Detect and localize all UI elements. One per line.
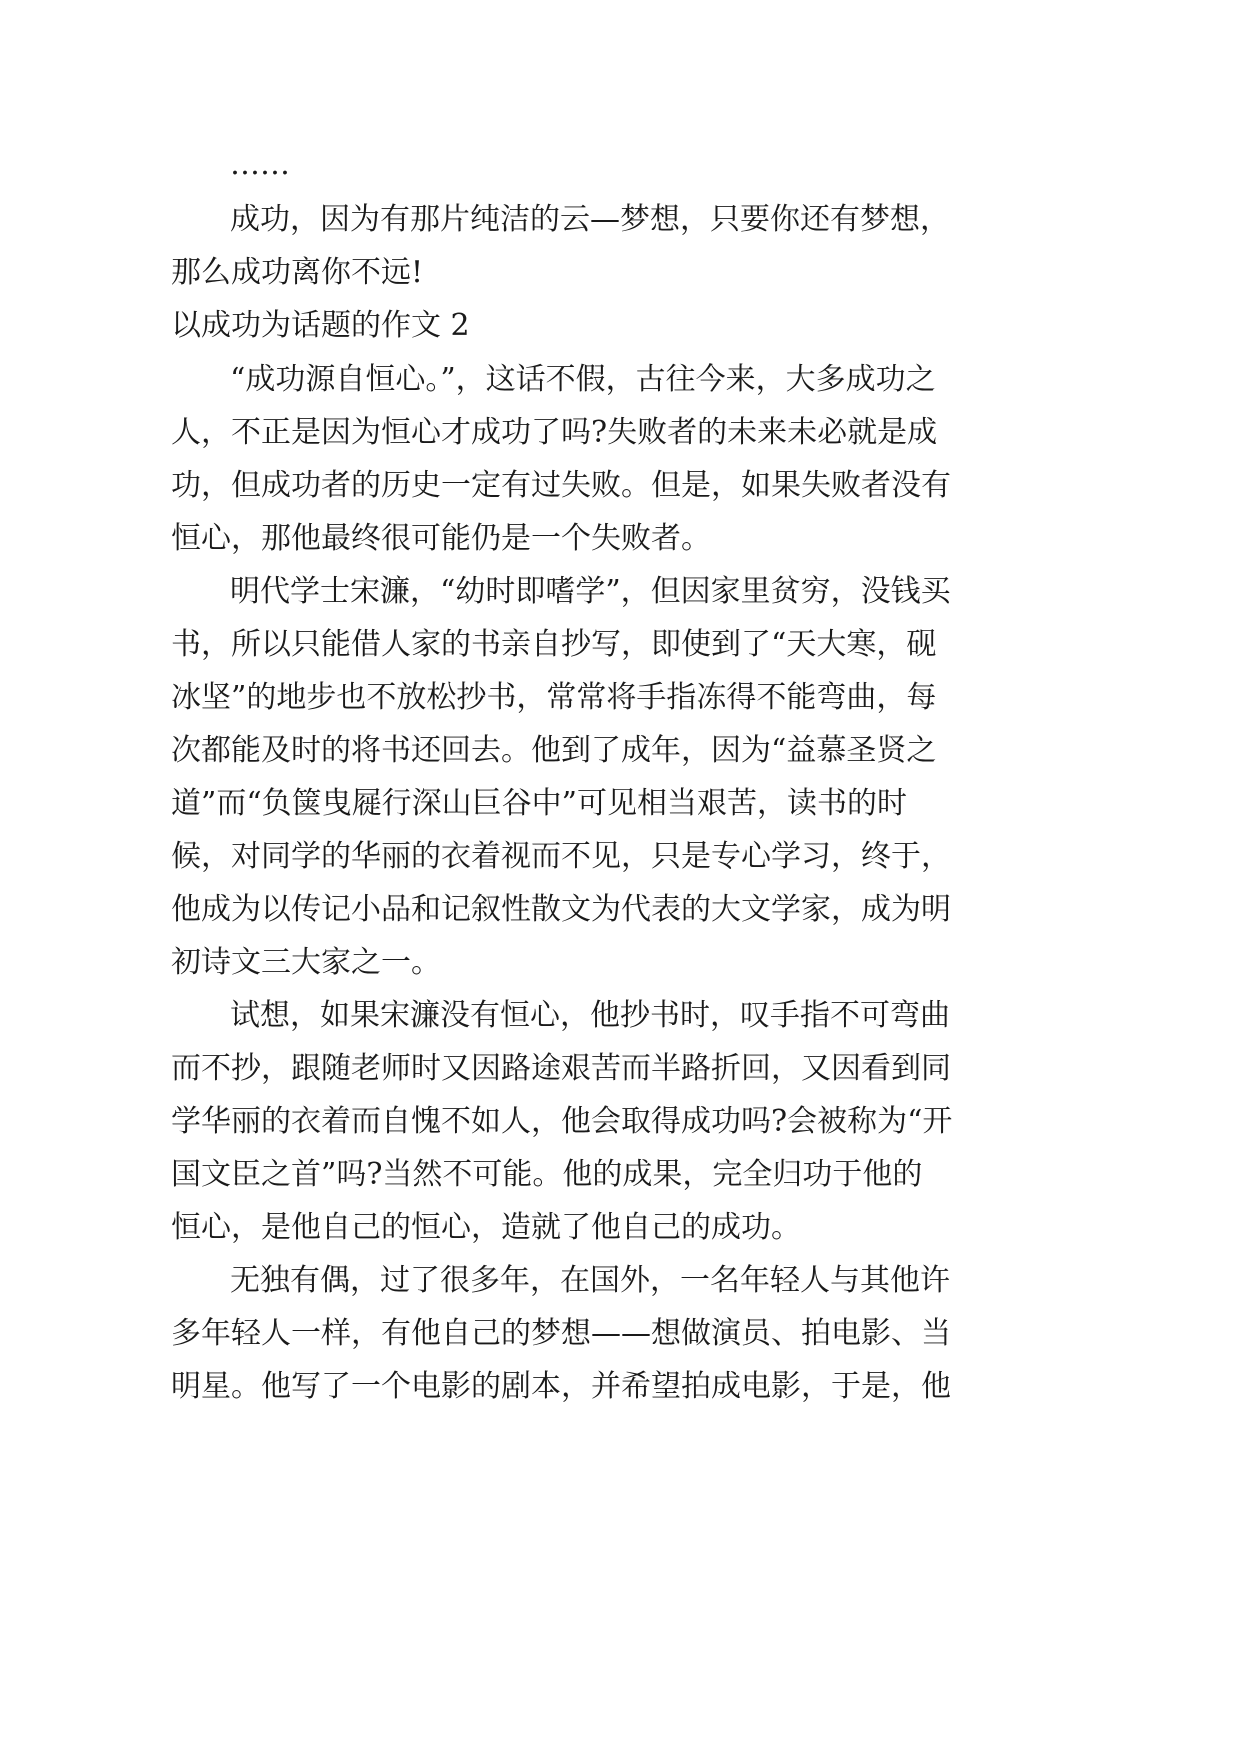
paragraph-line: 恒心，是他自己的恒心，造就了他自己的成功。 <box>171 1210 801 1245</box>
paragraph-line: 候，对同学的华丽的衣着视而不见，只是专心学习，终于， <box>171 839 951 874</box>
paragraph-line: 学华丽的衣着而自愧不如人，他会取得成功吗?会被称为“开 <box>171 1104 953 1139</box>
paragraph-line: 而不抄，跟随老师时又因路途艰苦而半路折回，又因看到同 <box>171 1051 951 1086</box>
paragraph-line: 国文臣之首”吗?当然不可能。他的成果，完全归功于他的 <box>171 1157 923 1192</box>
paragraph-line: 功，但成功者的历史一定有过失败。但是，如果失败者没有 <box>171 468 951 503</box>
paragraph-line: 人，不正是因为恒心才成功了吗?失败者的未来未必就是成 <box>171 415 938 450</box>
paragraph-line: 试想，如果宋濂没有恒心，他抄书时，叹手指不可弯曲 <box>230 998 950 1033</box>
paragraph-line: 明星。他写了一个电影的剧本，并希望拍成电影，于是，他 <box>171 1369 951 1404</box>
paragraph-line: “成功源自恒心。”，这话不假，古往今来，大多成功之 <box>230 362 936 397</box>
paragraph-line: 成功，因为有那片纯洁的云—梦想，只要你还有梦想， <box>230 202 950 237</box>
paragraph-line: 冰坚”的地步也不放松抄书，常常将手指冻得不能弯曲，每 <box>171 680 937 715</box>
essay-heading: 以成功为话题的作文 2 <box>171 308 470 343</box>
paragraph-line: 明代学士宋濂，“幼时即嗜学”，但因家里贫穷，没钱买 <box>230 574 951 609</box>
paragraph-line: 次都能及时的将书还回去。他到了成年，因为“益慕圣贤之 <box>171 733 937 768</box>
paragraph-line: 道”而“负箧曳屣行深山巨谷中”可见相当艰苦，读书的时 <box>171 786 908 821</box>
paragraph-line: 初诗文三大家之一。 <box>171 945 441 980</box>
paragraph-line: 无独有偶，过了很多年，在国外，一名年轻人与其他许 <box>230 1263 950 1298</box>
paragraph-line: 多年轻人一样，有他自己的梦想——想做演员、拍电影、当 <box>171 1316 951 1351</box>
paragraph-line: 那么成功离你不远! <box>171 255 424 290</box>
ellipsis-line: …… <box>230 147 290 182</box>
paragraph-line: 他成为以传记小品和记叙性散文为代表的大文学家，成为明 <box>171 892 951 927</box>
paragraph-line: 恒心，那他最终很可能仍是一个失败者。 <box>171 521 711 556</box>
paragraph-line: 书，所以只能借人家的书亲自抄写，即使到了“天大寒，砚 <box>171 627 937 662</box>
